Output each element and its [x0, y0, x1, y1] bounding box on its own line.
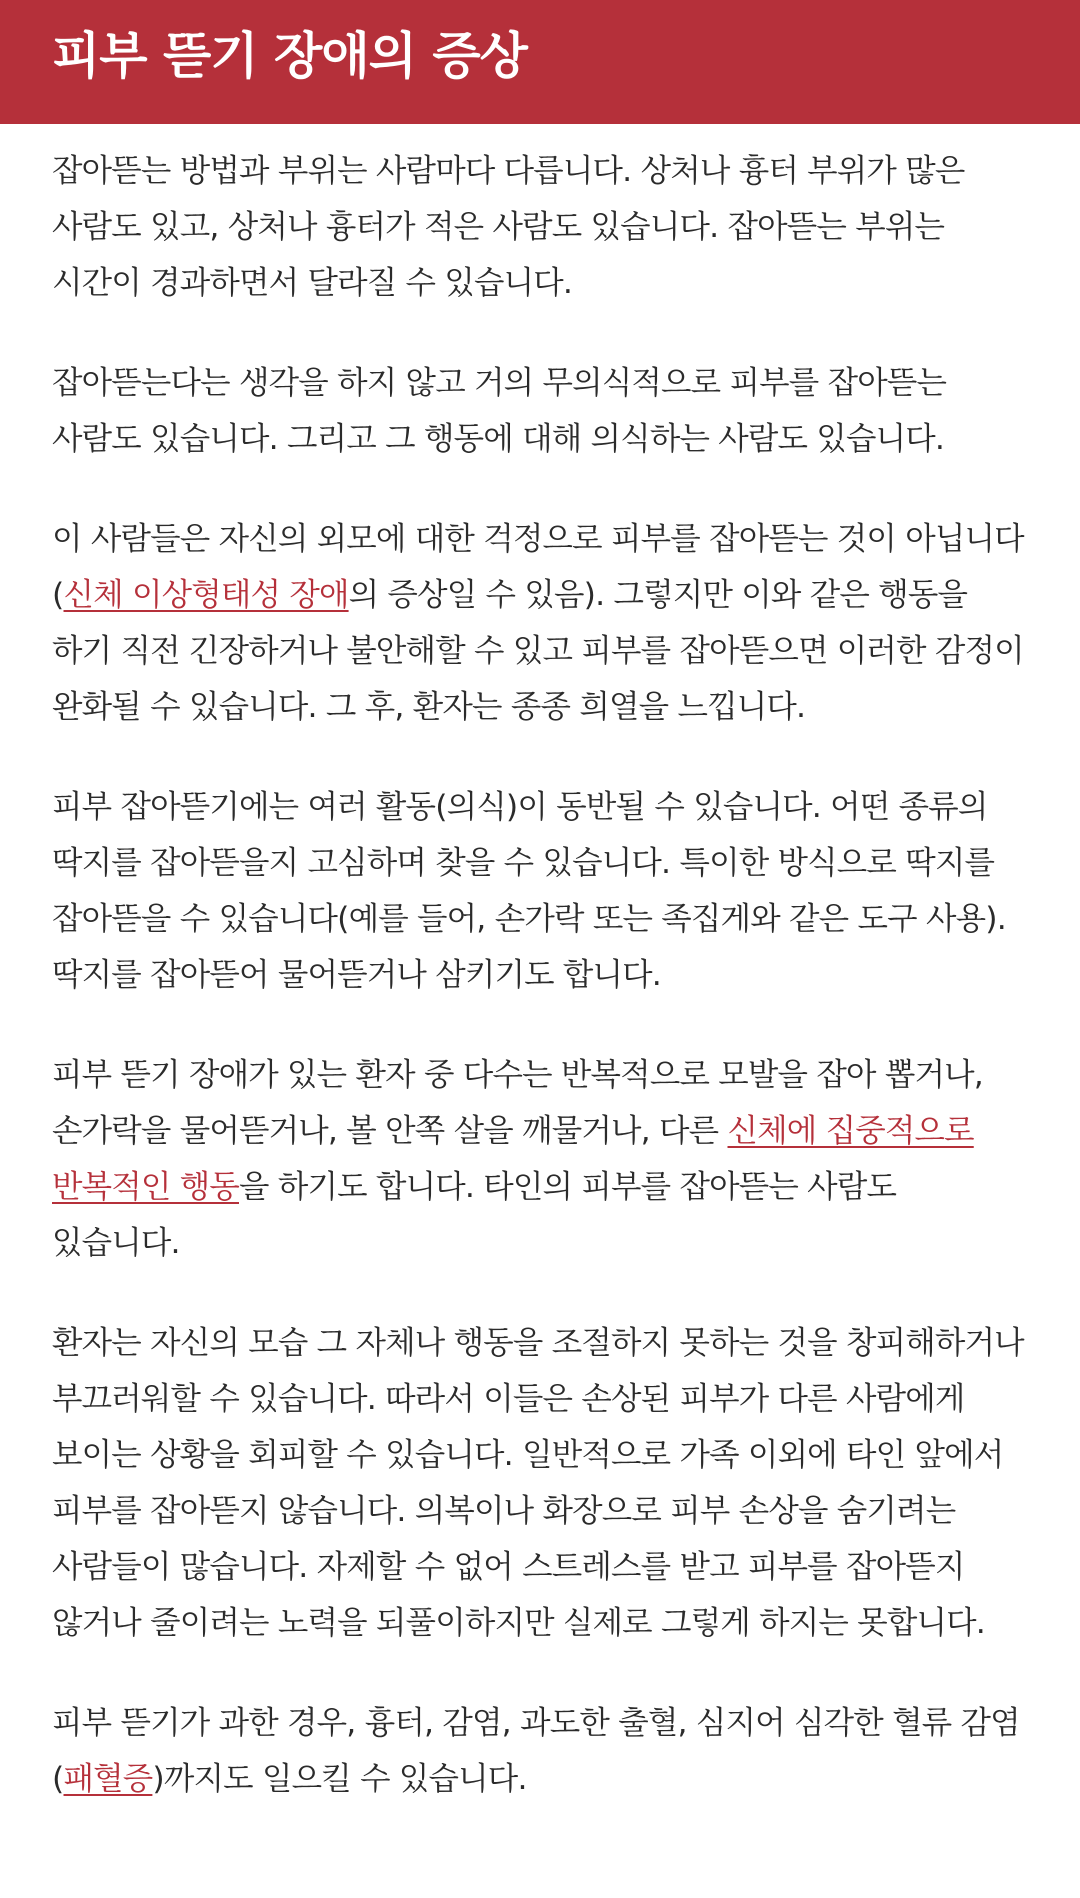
paragraph-text: 잡아뜯는다는 생각을 하지 않고 거의 무의식적으로 피부를 잡아뜯는 사람도 있습니다. 그리고 그 행동에 대해 의식하는 사람도 있습니다.: [52, 365, 947, 457]
link-body-focused-repetitive-behavior[interactable]: 신체에 집중적으로 반복적인 행동: [52, 1113, 974, 1205]
paragraph-text: )까지도 일으킬 수 있습니다.: [152, 1761, 527, 1797]
paragraph-text: 잡아뜯는 방법과 부위는 사람마다 다릅니다. 상처나 흉터 부위가 많은 사람도 있고, 상처나 흉터가 적은 사람도 있습니다. 잡아뜯는 부위는 시간이 경과하면서 달라질 수 있습니다.: [52, 153, 965, 301]
paragraph-text: 환자는 자신의 모습 그 자체나 행동을 조절하지 못하는 것을 창피해하거나 부끄러워할 수 있습니다. 따라서 이들은 손상된 피부가 다른 사람에게 보이는 상황을 회피할 수 있습니다. 일반적으로 가족 이외에 타인 앞에서 피부를 잡아뜯지 않습니다. 의복이나 화장으로 피부 손상을 숨기려는 사람들이 많습니다. 자제할 수 없어 스트레스를 받고 피부를 잡아뜯지 않거나 줄이려는 노력을 되풀이하지만 실제로 그렇게 하지는 못합니다.: [52, 1325, 1024, 1641]
page-title: 피부 뜯기 장애의 증상: [52, 27, 527, 85]
paragraph-text: 피부 잡아뜯기에는 여러 활동(의식)이 동반될 수 있습니다. 어떤 종류의 딱지를 잡아뜯을지 고심하며 찾을 수 있습니다. 특이한 방식으로 딱지를 잡아뜯을 수 있습니다(예를 들어, 손가락 또는 족집게와 같은 도구 사용). 딱지를 잡아뜯어 물어뜯거나 삼키기도 합니다.: [52, 789, 1006, 993]
paragraph-text: 피부 뜯기가 과한 경우, 흉터, 감염, 과도한 출혈, 심지어 심각한 혈류 감염(: [52, 1705, 1020, 1797]
page-header: [0, 0, 1080, 124]
paragraph-repetitive-behaviors: [52, 1047, 1032, 1271]
article-body: [0, 124, 1080, 1807]
paragraph-text: 의 증상일 수 있음). 그렇지만 이와 같은 행동을 하기 직전 긴장하거나 불안해할 수 있고 피부를 잡아뜯으면 이러한 감정이 완화될 수 있습니다. 그 후, 환자는 종종 희열을 느낍니다.: [52, 577, 1024, 725]
link-sepsis[interactable]: 패혈증: [63, 1761, 153, 1797]
paragraph-complications: [52, 1695, 1032, 1807]
paragraph-ways-and-sites: [52, 143, 1032, 311]
paragraph-unconscious-picking: [52, 355, 1032, 467]
paragraph-text: 피부 뜯기 장애가 있는 환자 중 다수는 반복적으로 모발을 잡아 뽑거나, 손가락을 물어뜯거나, 볼 안쪽 살을 깨물거나, 다른: [52, 1057, 983, 1149]
paragraph-text: 이 사람들은 자신의 외모에 대한 걱정으로 피부를 잡아뜯는 것이 아닙니다(: [52, 521, 1024, 613]
link-body-dysmorphic-disorder[interactable]: 신체 이상형태성 장애: [63, 577, 349, 613]
paragraph-rituals: [52, 779, 1032, 1003]
paragraph-text: 을 하기도 합니다. 타인의 피부를 잡아뜯는 사람도 있습니다.: [52, 1169, 897, 1261]
paragraph-shame-avoidance: [52, 1315, 1032, 1651]
paragraph-tension-relief: [52, 511, 1032, 735]
